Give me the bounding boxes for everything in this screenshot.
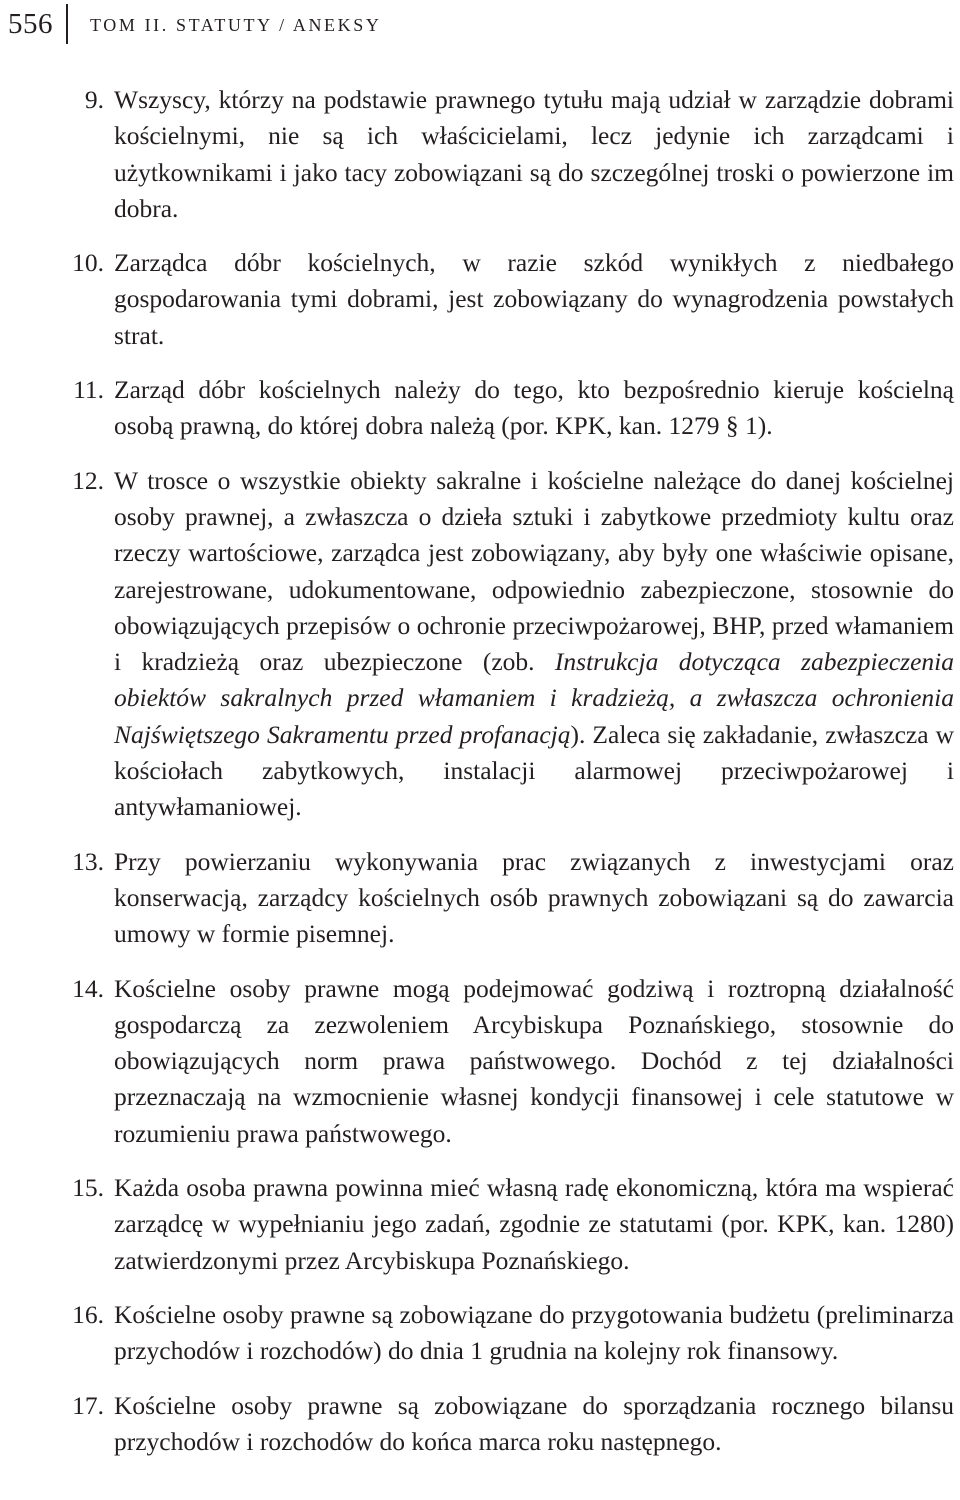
item-number: 13. [72, 846, 104, 876]
item-text: Kościelne osoby prawne mogą podejmować godziwą i roztropną działalność gospodarczą za zezwoleniem Arcybiskupa Poznańskiego, stosownie do obowiązujących norm prawa państwowego. Dochód z tej działalności przeznaczają na wzmocnienie własnej kondycji finansowej i cele statutowe w rozumieniu prawa państwowego. [114, 973, 954, 1148]
header-divider [66, 4, 68, 44]
page-header [0, 4, 960, 44]
item-number: 9. [84, 85, 104, 114]
list-item-16 [0, 1297, 960, 1370]
list-item-12 [0, 463, 960, 826]
item-text: Przy powierzaniu wykonywania prac związanych z inwestycjami oraz konserwacją, zarządcy kościelnych osób prawnych zobowiązani są do zawarcia umowy w formie pisemnej. [114, 846, 954, 949]
cited-document-title: Instrukcja dotycząca zabezpieczenia obiektów sakralnych przed włamaniem i kradzieżą, a zwłaszcza ochronienia Najświętszego Sakramentu przed profanacją [114, 647, 954, 749]
numbered-list [0, 82, 960, 1460]
running-head: TOM II. STATUTY / ANEKSY [90, 15, 382, 35]
item-number: 11. [73, 375, 104, 405]
item-text-part: ). Zaleca się zakładanie, zwłaszcza w kościołach zabytkowych, instalacji alarmowej przeciwpożarowej i antywłamaniowej. [114, 719, 954, 822]
list-item-9 [0, 82, 960, 227]
list-item-10 [0, 245, 960, 354]
item-number: 14. [72, 973, 104, 1003]
item-number: 12. [72, 465, 104, 495]
list-item-13 [0, 844, 960, 953]
item-number: 15. [72, 1173, 104, 1203]
list-item-11 [0, 372, 960, 445]
item-text-part: W trosce o wszystkie obiekty sakralne i kościelne należące do danej kościelnej osoby prawnej, a zwłaszcza o dzieła sztuki i zabytkowe przedmioty kultu oraz rzeczy wartościowe, zarządca jest zobowiązany, aby były one właściwie opisane, zarejestrowane, udokumentowane, odpowiednio zabezpieczone, stosownie do obowiązujących przepisów o ochronie przeciwpożarowej, BHP, przed włamaniem i kradzieżą oraz ubezpieczone (zob. [114, 465, 954, 677]
item-text: Kościelne osoby prawne są zobowiązane do sporządzania rocznego bilansu przychodów i rozchodów do końca marca roku następnego. [114, 1390, 954, 1456]
list-item-17 [0, 1388, 960, 1461]
list-item-15 [0, 1170, 960, 1279]
page-number: 556 [8, 8, 53, 40]
item-text: Każda osoba prawna powinna mieć własną radę ekonomiczną, która ma wspierać zarządcę w wypełnianiu jego zadań, zgodnie ze statutami (por. KPK, kan. 1280) zatwierdzonymi przez Arcybiskupa Poznańskiego. [114, 1173, 954, 1275]
item-text: Wszyscy, którzy na podstawie prawnego tytułu mają udział w zarządzie dobrami kościelnymi, nie są ich właścicielami, lecz jedynie ich zarządcami i użytkownikami i jako tacy zobowiązani są do szczególnej troski o powierzone im dobra. [114, 85, 954, 223]
item-text: Zarządca dóbr kościelnych, w razie szkód wynikłych z niedbałego gospodarowania tymi dobrami, jest zobowiązany do wynagrodzenia powstałych strat. [114, 248, 954, 350]
item-text [114, 466, 954, 822]
item-number: 10. [72, 248, 104, 278]
item-number: 16. [72, 1299, 104, 1329]
item-text: Kościelne osoby prawne są zobowiązane do przygotowania budżetu (preliminarza przychodów i rozchodów) do dnia 1 grudnia na kolejny rok finansowy. [114, 1299, 954, 1366]
item-number: 17. [72, 1390, 104, 1420]
item-text: Zarząd dóbr kościelnych należy do tego, kto bezpośrednio kieruje kościelną osobą prawną, do której dobra należą (por. KPK, kan. 1279 § 1). [114, 375, 954, 441]
list-item-14 [0, 971, 960, 1152]
